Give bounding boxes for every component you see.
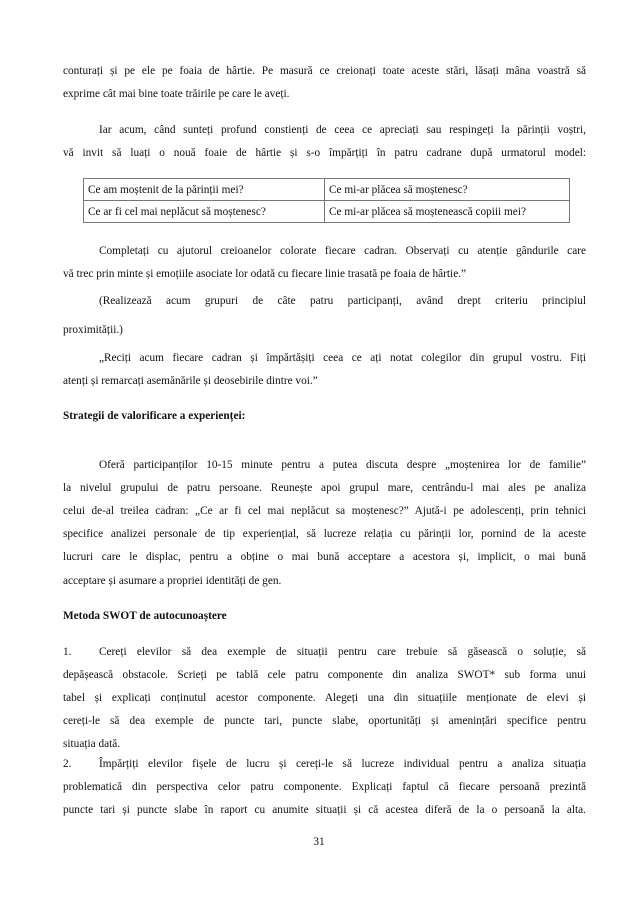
quadrant-table	[83, 178, 570, 223]
text-line: vă invit să luați o nouă foaie de hârtie și s-o împărțiți în patru cadrane după urmatorul model:	[63, 147, 586, 159]
text-line: depășească obstacole. Scrieți pe tablă cele patru componente din analiza SWOT* sub forma unui	[63, 669, 586, 681]
list-number: 1.	[63, 646, 72, 658]
list-item	[63, 757, 586, 771]
text-line: situația dată.	[63, 738, 121, 750]
list-item	[63, 645, 586, 659]
text-line: lucruri care le displac, pentru a obține o mai bună acceptare a acestora și, implicit, o mai bună	[63, 551, 586, 563]
table-cell: Ce am moștenit de la părinții mei?	[84, 179, 325, 201]
text-line: vă trec prin minte și emoțiile asociate lor odată cu fiecare linie trasată pe foaia de hârtie.”	[63, 268, 467, 280]
text-line: Completați cu ajutorul creioanelor colorate fiecare cadran. Observați cu atenție gândurile care	[99, 245, 586, 257]
list-number: 2.	[63, 758, 72, 770]
text-line: atenți și remarcați asemănările și deosebirile dintre voi.”	[63, 375, 318, 387]
text-line: exprime cât mai bine toate trăirile pe care le aveți.	[63, 88, 290, 100]
page-number: 31	[313, 836, 325, 848]
table-row	[84, 201, 570, 223]
text-line: proximității.)	[63, 324, 123, 336]
text-line: conturați și pe ele pe foaia de hârtie. Pe masură ce creionați toate aceste stări, lăsați mâna voastră să	[63, 65, 586, 77]
text-line: la nivelul grupului de patru persoane. Reunește apoi grupul mare, centrându-l mai ales pe analiza	[63, 482, 586, 494]
text-line: problematică din perspectiva celor patru componente. Explicați faptul că fiecare persoană prezintă	[63, 781, 586, 793]
text-line: celui de-al treilea cadran: „Ce ar fi cel mai neplăcut sa moștenesc?” Ajută-i pe adolescenți, prin tehnici	[63, 505, 586, 517]
table-cell: Ce mi-ar plăcea să moștenească copiii mei?	[325, 201, 570, 223]
text-line: Iar acum, când sunteți profund constienți de ceea ce apreciați sau respingeți la părinții voștri,	[99, 124, 586, 136]
text-line: acceptare și asumare a propriei identități de gen.	[63, 575, 282, 587]
text-line: puncte tari și puncte slabe în raport cu anumite situații și că acestea diferă de la o persoană la alta.	[63, 804, 586, 816]
section-heading: Strategii de valorificare a experienței:	[63, 410, 246, 422]
text-line: tabel și explicați conținutul acestor componente. Alegeți una din situațiile menționate de elevi și	[63, 692, 586, 704]
table-cell: Ce ar fi cel mai neplăcut să moștenesc?	[84, 201, 325, 223]
section-heading: Metoda SWOT de autocunoaștere	[63, 610, 227, 622]
text-line: Cereți elevilor să dea exemple de situații pentru care trebuie să găsească o soluție, să	[99, 646, 586, 658]
table-cell: Ce mi-ar plăcea să moștenesc?	[325, 179, 570, 201]
table-row	[84, 179, 570, 201]
text-line: cereți-le să dea exemple de puncte tari, puncte slabe, oportunități și amenințări specifice pentru	[63, 715, 586, 727]
text-line: Oferă participanților 10-15 minute pentru a putea discuta despre „moștenirea lor de familie”	[99, 459, 586, 471]
text-line: Împărțiți elevilor fișele de lucru și cereți-le să lucreze individual pentru a analiza situația	[99, 758, 586, 770]
text-line: (Realizează acum grupuri de câte patru participanți, având drept criteriu principiul	[99, 295, 586, 307]
text-line: „Reciți acum fiecare cadran și împărtășiți ceea ce ați notat colegilor din grupul vostru. Fiți	[99, 352, 586, 364]
text-line: specifice analizei personale de tip experiențial, să lucreze relația cu părinții lor, pornind de la aceste	[63, 528, 586, 540]
